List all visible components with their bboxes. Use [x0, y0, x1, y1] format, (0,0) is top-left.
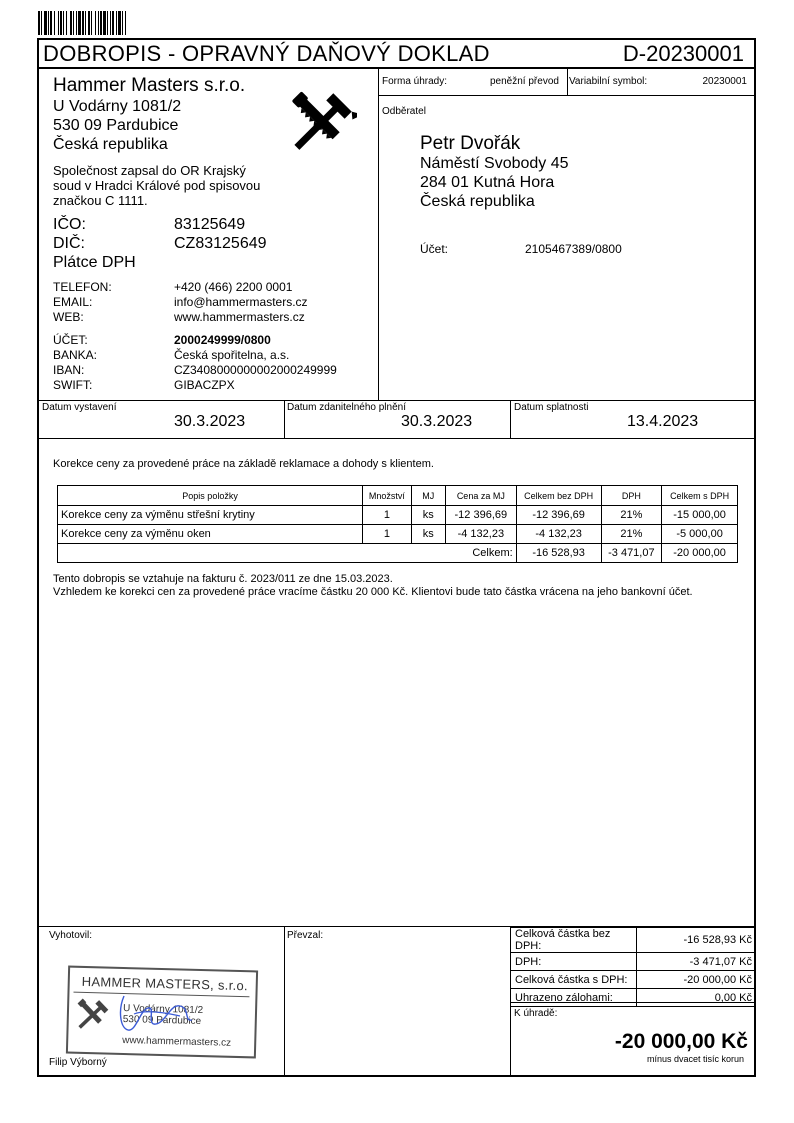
- barcode-bar: [118, 11, 121, 35]
- web-value: www.hammermasters.cz: [174, 310, 305, 324]
- web-label: WEB:: [53, 310, 84, 324]
- item-description: Korekce ceny za výměnu oken: [58, 525, 363, 544]
- stamp-city: 530 09 Pardubice: [122, 1013, 202, 1028]
- barcode-bar: [107, 11, 108, 35]
- item-total-gross: -15 000,00: [662, 506, 738, 525]
- total-net: -16 528,93: [516, 544, 601, 563]
- intro-text: Korekce ceny za provedené práce na základě reklamace a dohody s klientem.: [53, 458, 434, 470]
- taxable-date: 30.3.2023: [401, 413, 473, 430]
- total-vat: -3 471,07: [601, 544, 662, 563]
- items-table: [57, 485, 738, 563]
- customer-account-label: Účet:: [420, 242, 449, 256]
- iban-value: CZ3408000000002000249999: [174, 363, 337, 377]
- divider: [510, 400, 511, 438]
- ico-value: 83125649: [174, 216, 246, 233]
- phone-value: +420 (466) 2200 0001: [174, 280, 293, 294]
- barcode-bar: [66, 11, 67, 35]
- summary-row: [511, 989, 756, 1007]
- customer-account: 2105467389/0800: [525, 242, 622, 256]
- barcode-bar: [70, 11, 72, 35]
- item-description: Korekce ceny za výměnu střešní krytiny: [58, 506, 363, 525]
- item-unit-price: -4 132,23: [445, 525, 516, 544]
- divider: [378, 69, 379, 400]
- divider: [284, 400, 285, 438]
- barcode-bar: [100, 11, 102, 35]
- column-header: Popis položky: [58, 486, 363, 506]
- barcode-bar: [91, 11, 92, 35]
- stamp-web: www.hammermasters.cz: [122, 1034, 232, 1049]
- barcode-bar: [98, 11, 99, 35]
- item-vat: 21%: [601, 525, 662, 544]
- note-line-1: Tento dobropis se vztahuje na fakturu č. 2023/011 ze dne 15.03.2023.: [53, 573, 393, 585]
- table-header-row: [58, 486, 738, 506]
- barcode-bar: [103, 11, 106, 35]
- summary-row: [511, 928, 756, 953]
- issued-by-label: Vyhotovil:: [49, 930, 92, 941]
- divider: [38, 400, 755, 401]
- summary-row: [511, 953, 756, 971]
- divider: [284, 926, 285, 1076]
- sum-vat: -3 471,07 Kč: [636, 953, 756, 971]
- hammer-logo-icon: [287, 90, 357, 156]
- divider: [567, 69, 568, 95]
- table-total-row: [58, 544, 738, 563]
- stamp-street: U Vodárny 1081/2: [122, 1002, 204, 1017]
- sum-gross: -20 000,00 Kč: [636, 971, 756, 989]
- note-line-2: Vzhledem ke korekci cen za provedené práce vracíme částku 20 000 Kč. Klientovi bude tato částka vrácena na jeho bankovní účet.: [53, 586, 693, 598]
- total-gross: -20 000,00: [662, 544, 738, 563]
- account-label: ÚČET:: [53, 333, 88, 347]
- swift-value: GIBACZPX: [174, 378, 235, 392]
- barcode-bar: [85, 11, 86, 35]
- item-total-net: -12 396,69: [516, 506, 601, 525]
- barcode-bar: [50, 11, 52, 35]
- supplier-name: Hammer Masters s.r.o.: [53, 75, 246, 96]
- divider: [378, 95, 755, 96]
- supplier-country: Česká republika: [53, 136, 168, 153]
- barcode-bar: [95, 11, 96, 35]
- column-header: MJ: [411, 486, 445, 506]
- barcode-bar: [58, 11, 59, 35]
- barcode-bar: [44, 11, 47, 35]
- to-pay-label: K úhradě:: [514, 1008, 558, 1019]
- barcode: [38, 11, 194, 35]
- sum-gross-label: Celková částka s DPH:: [511, 971, 636, 989]
- item-total-net: -4 132,23: [516, 525, 601, 544]
- stamp-title: HAMMER MASTERS, s.r.o.: [81, 973, 249, 994]
- document-title: DOBROPIS - OPRAVNÝ DAŇOVÝ DOKLAD: [43, 41, 490, 66]
- column-header: Celkem s DPH: [662, 486, 738, 506]
- barcode-bar: [82, 11, 84, 35]
- registration-line-2: soud v Hradci Králové pod spisovou: [53, 178, 261, 193]
- payment-method: peněžní převod: [490, 76, 559, 87]
- barcode-bar: [116, 11, 117, 35]
- email-value: info@hammermasters.cz: [174, 295, 308, 309]
- item-vat: 21%: [601, 506, 662, 525]
- barcode-bar: [38, 11, 40, 35]
- item-qty: 1: [363, 525, 411, 544]
- column-header: DPH: [601, 486, 662, 506]
- barcode-bar: [78, 11, 81, 35]
- taxable-date-label: Datum zdanitelného plnění: [287, 402, 406, 413]
- received-by-label: Převzal:: [287, 930, 324, 941]
- supplier-street: U Vodárny 1081/2: [53, 98, 182, 115]
- registration-line-1: Společnost zapsal do OR Krajský: [53, 163, 246, 178]
- item-unit: ks: [411, 525, 445, 544]
- item-qty: 1: [363, 506, 411, 525]
- issued-by-name: Filip Výborný: [49, 1057, 107, 1068]
- divider: [511, 1002, 755, 1003]
- sum-net: -16 528,93 Kč: [636, 928, 756, 953]
- barcode-bar: [76, 11, 77, 35]
- iban-label: IBAN:: [53, 363, 85, 377]
- customer-name: Petr Dvořák: [420, 133, 521, 154]
- document-number: D-20230001: [622, 41, 744, 66]
- vat-payer: Plátce DPH: [53, 254, 136, 271]
- barcode-bar: [60, 11, 62, 35]
- payment-method-label: Forma úhrady:: [382, 76, 448, 87]
- advance-value: 0,00 Kč: [636, 989, 756, 1007]
- phone-label: TELEFON:: [53, 280, 112, 294]
- barcode-bar: [125, 11, 126, 35]
- barcode-bar: [73, 11, 74, 35]
- registration-line-3: značkou C 1111.: [53, 193, 148, 208]
- table-row: [58, 506, 738, 525]
- column-header: Celkem bez DPH: [516, 486, 601, 506]
- barcode-bar: [112, 11, 114, 35]
- email-label: EMAIL:: [53, 295, 93, 309]
- table-row: [58, 525, 738, 544]
- summary-table: [511, 927, 756, 1007]
- item-unit: ks: [411, 506, 445, 525]
- sum-vat-label: DPH:: [511, 953, 636, 971]
- dic-value: CZ83125649: [174, 235, 267, 252]
- barcode-bar: [41, 11, 42, 35]
- divider: [38, 438, 755, 439]
- dic-label: DIČ:: [53, 235, 85, 252]
- sum-net-label: Celková částka bez DPH:: [511, 928, 636, 953]
- item-total-gross: -5 000,00: [662, 525, 738, 544]
- account-value: 2000249999/0800: [174, 333, 271, 347]
- barcode-bar: [122, 11, 123, 35]
- summary-row: [511, 971, 756, 989]
- barcode-bar: [48, 11, 49, 35]
- customer-country: Česká republika: [420, 193, 535, 210]
- bank-label: BANKA:: [53, 348, 98, 362]
- signature: [110, 990, 200, 1036]
- swift-label: SWIFT:: [53, 378, 93, 392]
- customer-section-label: Odběratel: [382, 106, 426, 117]
- to-pay-amount: -20 000,00 Kč: [614, 1030, 748, 1053]
- barcode-bar: [63, 11, 64, 35]
- divider: [38, 67, 755, 69]
- to-pay-words: mínus dvacet tisíc korun: [646, 1054, 744, 1064]
- total-label: Celkem:: [58, 544, 517, 563]
- bank-value: Česká spořitelna, a.s.: [174, 348, 290, 362]
- ico-label: IČO:: [53, 216, 86, 233]
- due-date: 13.4.2023: [627, 413, 699, 430]
- barcode-bar: [110, 11, 111, 35]
- variable-symbol-label: Variabilní symbol:: [569, 76, 648, 87]
- column-header: Cena za MJ: [445, 486, 516, 506]
- stamp-logo-icon: [74, 998, 111, 1033]
- issue-date: 30.3.2023: [174, 413, 246, 430]
- item-unit-price: -12 396,69: [445, 506, 516, 525]
- column-header: Množství: [363, 486, 411, 506]
- supplier-city: 530 09 Pardubice: [53, 117, 179, 134]
- due-date-label: Datum splatnosti: [514, 402, 589, 413]
- customer-city: 284 01 Kutná Hora: [420, 174, 555, 191]
- barcode-bar: [54, 11, 55, 35]
- issue-date-label: Datum vystavení: [42, 402, 117, 413]
- customer-street: Náměstí Svobody 45: [420, 155, 569, 172]
- variable-symbol: 20230001: [702, 76, 747, 87]
- advance-label: Uhrazeno zálohami:: [511, 989, 636, 1007]
- barcode-bar: [88, 11, 90, 35]
